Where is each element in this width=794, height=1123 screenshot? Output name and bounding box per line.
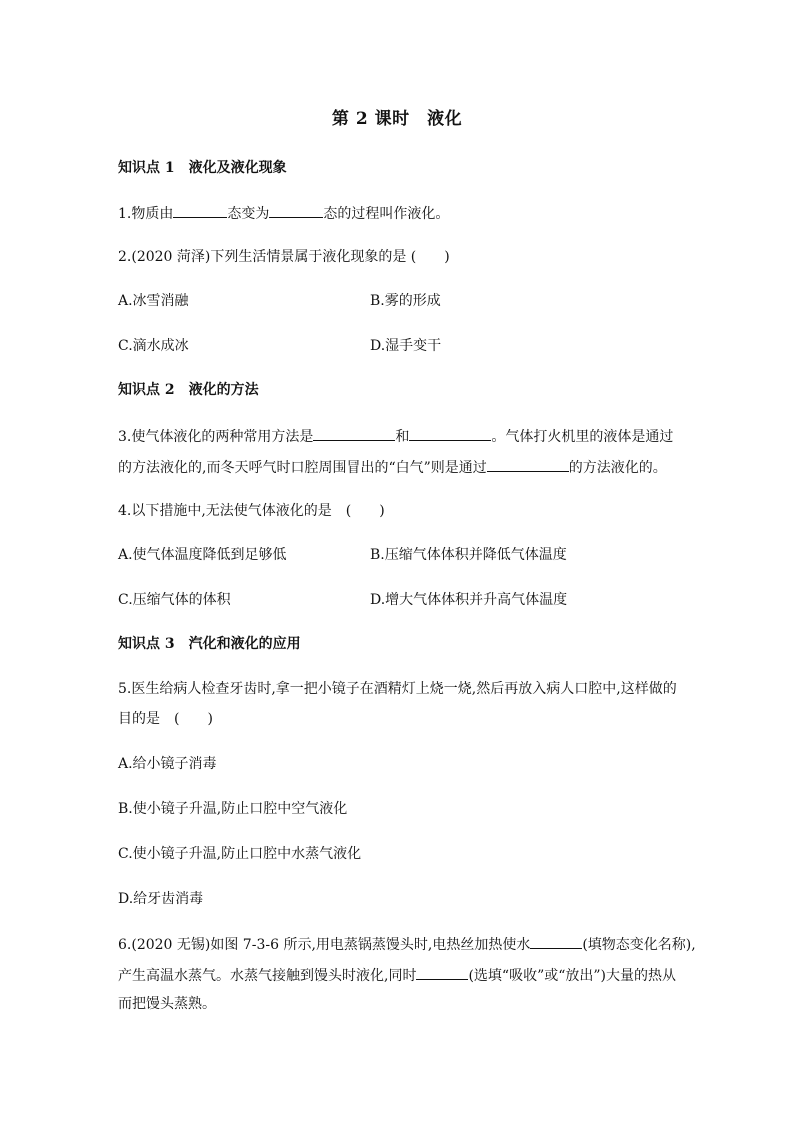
question-1 [118,203,449,223]
question-2-option-a: A.冰雪消融 [118,293,189,309]
question-5-option-b: B.使小镜子升温,防止口腔中空气液化 [118,801,348,817]
question-6-line-1 [118,934,696,954]
question-5-option-a: A.给小镜子消毒 [118,756,217,772]
question-6-line-2 [118,965,676,985]
question-2-option-c: C.滴水成冰 [118,338,189,354]
question-4-option-d: D.增大气体体积并升高气体温度 [370,592,568,608]
question-4-stem: 4.以下措施中,无法使气体液化的是 ( ) [118,503,385,519]
question-6-line-3: 而把馒头蒸熟。 [118,996,216,1012]
q6-text-2: (填物态变化名称), [582,937,696,953]
q1-text-2: 态变为 [227,206,270,222]
question-5-option-d: D.给牙齿消毒 [118,891,204,907]
q3-text-2: 和 [395,429,410,445]
q1-blank-1[interactable] [173,203,227,218]
q3-text-5: 的方法液化的。 [568,460,667,476]
q6-text-3: 产生高温水蒸气。水蒸气接触到馒头时液化,同时 [118,968,417,984]
question-4-option-c: C.压缩气体的体积 [118,592,231,608]
q3-text-3: 。气体打火机里的液体是通过 [491,429,674,445]
question-3-line-1 [118,426,673,446]
question-5-stem-line-2: 目的是 ( ) [118,711,213,727]
q1-blank-2[interactable] [269,203,323,218]
question-2-option-b: B.雾的形成 [370,293,441,309]
q1-text-1: 1.物质由 [118,206,174,222]
question-4-option-b: B.压缩气体体积并降低气体温度 [370,547,567,563]
q6-text-1: 6.(2020 无锡)如图 7-3-6 所示,用电蒸锅蒸馒头时,电热丝加热使水 [118,937,531,953]
section-heading-3: 知识点 3 汽化和液化的应用 [118,636,301,652]
q3-text-1: 3.使气体液化的两种常用方法是 [118,429,314,445]
q6-blank-2[interactable] [416,965,468,980]
question-3-line-2 [118,457,667,477]
q3-blank-3[interactable] [487,457,569,472]
page-title: 第 2 课时 液化 [331,109,463,129]
q3-text-4: 的方法液化的,而冬天呼气时口腔周围冒出的“白气”则是通过 [118,460,487,476]
section-heading-1: 知识点 1 液化及液化现象 [118,160,287,176]
section-heading-2: 知识点 2 液化的方法 [118,382,259,398]
question-5-option-c: C.使小镜子升温,防止口腔中水蒸气液化 [118,846,362,862]
question-2-stem: 2.(2020 菏泽)下列生活情景属于液化现象的是 ( ) [118,249,450,265]
question-2-option-d: D.湿手变干 [370,338,442,354]
question-4-option-a: A.使气体温度降低到足够低 [118,547,287,563]
q3-blank-2[interactable] [409,426,491,441]
q6-text-4: (选填“吸收”或“放出”)大量的热从 [468,968,677,984]
q6-blank-1[interactable] [530,934,582,949]
question-5-stem-line-1: 5.医生给病人检查牙齿时,拿一把小镜子在酒精灯上烧一烧,然后再放入病人口腔中,这样做的 [118,681,677,697]
q3-blank-1[interactable] [313,426,395,441]
q1-text-3: 态的过程叫作液化。 [323,206,450,222]
